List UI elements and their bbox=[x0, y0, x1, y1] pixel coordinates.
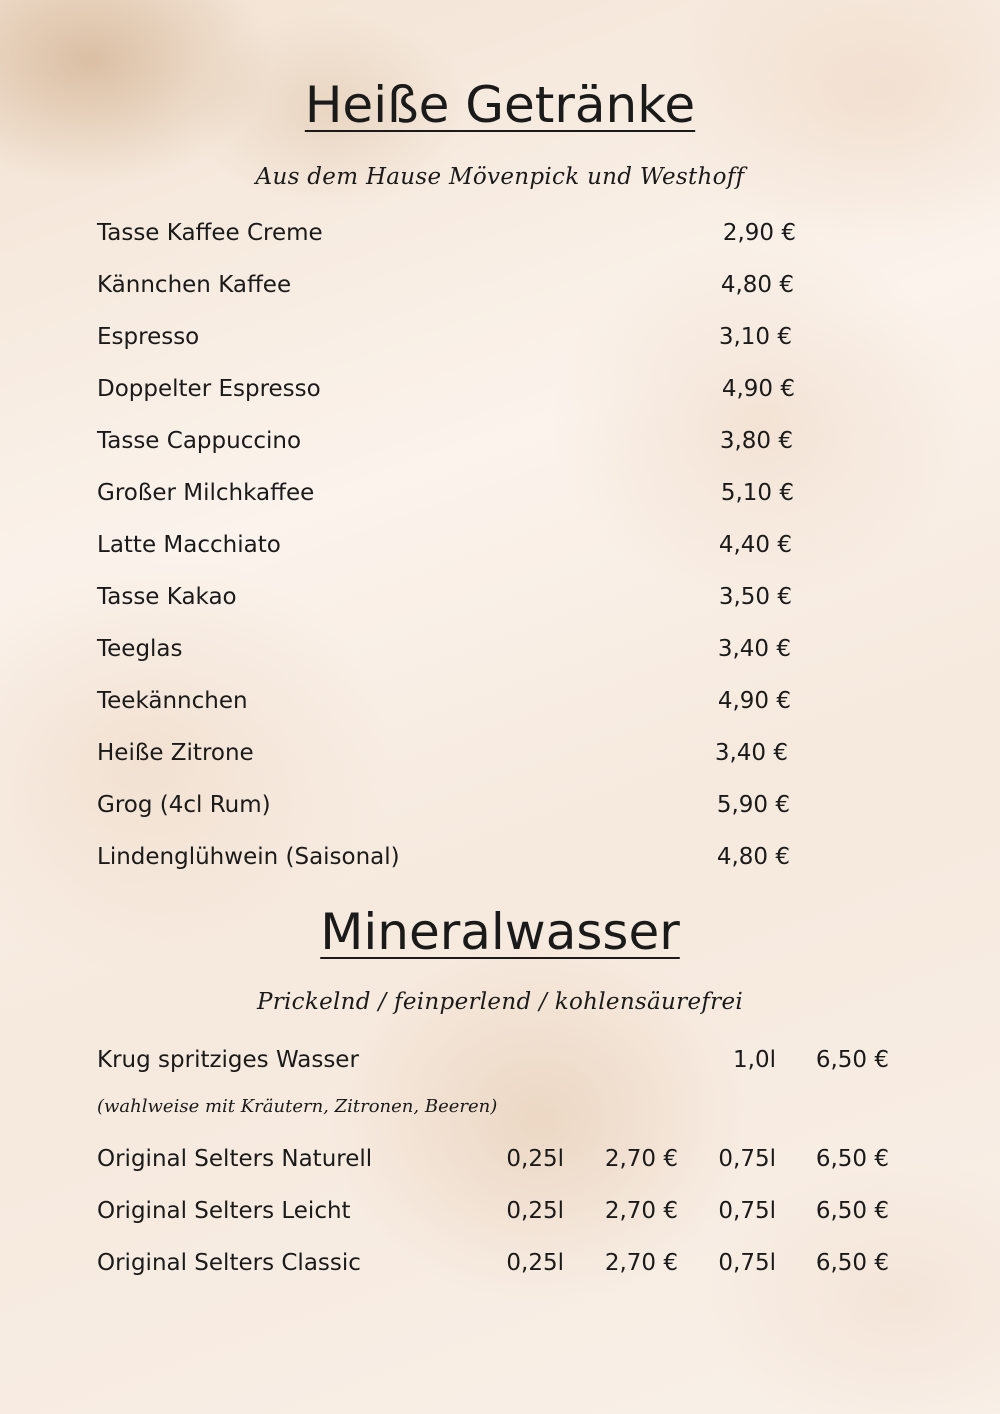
mineral-water-title: Mineralwasser bbox=[320, 903, 680, 961]
item-size: 1,0l bbox=[733, 1047, 776, 1073]
menu-row bbox=[0, 736, 1000, 770]
item-name: Heiße Zitrone bbox=[97, 740, 254, 766]
hot-drinks-subtitle: Aus dem Hause Mövenpick und Westhoff bbox=[255, 164, 745, 190]
item-name: Tasse Cappuccino bbox=[97, 428, 302, 454]
item-price-small: 2,70 € bbox=[604, 1198, 678, 1224]
menu-row bbox=[0, 424, 1000, 458]
item-name: Tasse Kakao bbox=[97, 584, 237, 610]
item-name: Espresso bbox=[97, 324, 200, 350]
item-size-large: 0,75l bbox=[718, 1198, 776, 1224]
item-price: 3,40 € bbox=[714, 740, 788, 766]
menu-row bbox=[0, 632, 1000, 666]
menu-row bbox=[0, 580, 1000, 614]
menu-row bbox=[0, 1142, 1000, 1176]
hot-drinks-title: Heiße Getränke bbox=[304, 76, 696, 134]
item-name: Tasse Kaffee Creme bbox=[97, 220, 323, 246]
item-price-large: 6,50 € bbox=[815, 1250, 889, 1276]
menu-row bbox=[0, 268, 1000, 302]
item-name: Großer Milchkaffee bbox=[97, 480, 315, 506]
item-price: 4,80 € bbox=[716, 844, 790, 870]
menu-row bbox=[0, 476, 1000, 510]
item-size-large: 0,75l bbox=[718, 1146, 776, 1172]
item-price: 4,80 € bbox=[720, 272, 794, 298]
item-price: 3,80 € bbox=[719, 428, 793, 454]
item-price: 5,90 € bbox=[716, 792, 790, 818]
item-name: Doppelter Espresso bbox=[97, 376, 321, 402]
item-size-large: 0,75l bbox=[718, 1250, 776, 1276]
item-name: Kännchen Kaffee bbox=[97, 272, 292, 298]
menu-row bbox=[0, 320, 1000, 354]
item-price: 3,40 € bbox=[717, 636, 791, 662]
item-name: Original Selters Naturell bbox=[97, 1146, 373, 1172]
item-name: Latte Macchiato bbox=[97, 532, 281, 558]
item-name: Original Selters Leicht bbox=[97, 1198, 351, 1224]
item-price-large: 6,50 € bbox=[815, 1198, 889, 1224]
item-price: 3,10 € bbox=[718, 324, 792, 350]
menu-row bbox=[0, 1194, 1000, 1228]
item-price: 4,90 € bbox=[721, 376, 795, 402]
item-price-small: 2,70 € bbox=[604, 1250, 678, 1276]
menu-row bbox=[0, 788, 1000, 822]
mineral-water-subtitle: Prickelnd / feinperlend / kohlensäurefrei bbox=[256, 989, 744, 1015]
item-size-small: 0,25l bbox=[506, 1146, 564, 1172]
item-price: 3,50 € bbox=[718, 584, 792, 610]
item-price: 5,10 € bbox=[720, 480, 794, 506]
item-size-small: 0,25l bbox=[506, 1198, 564, 1224]
item-price-large: 6,50 € bbox=[815, 1146, 889, 1172]
menu-row bbox=[0, 528, 1000, 562]
item-name: Krug spritziges Wasser bbox=[97, 1047, 359, 1073]
item-name: Lindenglühwein (Saisonal) bbox=[97, 844, 400, 870]
menu-row bbox=[0, 840, 1000, 874]
jug-note: (wahlweise mit Kräutern, Zitronen, Beeren) bbox=[97, 1096, 498, 1117]
menu-row bbox=[0, 372, 1000, 406]
menu-row bbox=[0, 1246, 1000, 1280]
item-name: Original Selters Classic bbox=[97, 1250, 361, 1276]
item-price-small: 2,70 € bbox=[604, 1146, 678, 1172]
menu-row bbox=[0, 684, 1000, 718]
item-name: Grog (4cl Rum) bbox=[97, 792, 271, 818]
item-name: Teeglas bbox=[97, 636, 183, 662]
item-price: 2,90 € bbox=[722, 220, 796, 246]
item-name: Teekännchen bbox=[97, 688, 248, 714]
menu-row-jug bbox=[0, 1043, 1000, 1077]
item-size-small: 0,25l bbox=[506, 1250, 564, 1276]
item-price: 4,90 € bbox=[717, 688, 791, 714]
item-price: 4,40 € bbox=[718, 532, 792, 558]
item-price: 6,50 € bbox=[815, 1047, 889, 1073]
menu-row bbox=[0, 216, 1000, 250]
